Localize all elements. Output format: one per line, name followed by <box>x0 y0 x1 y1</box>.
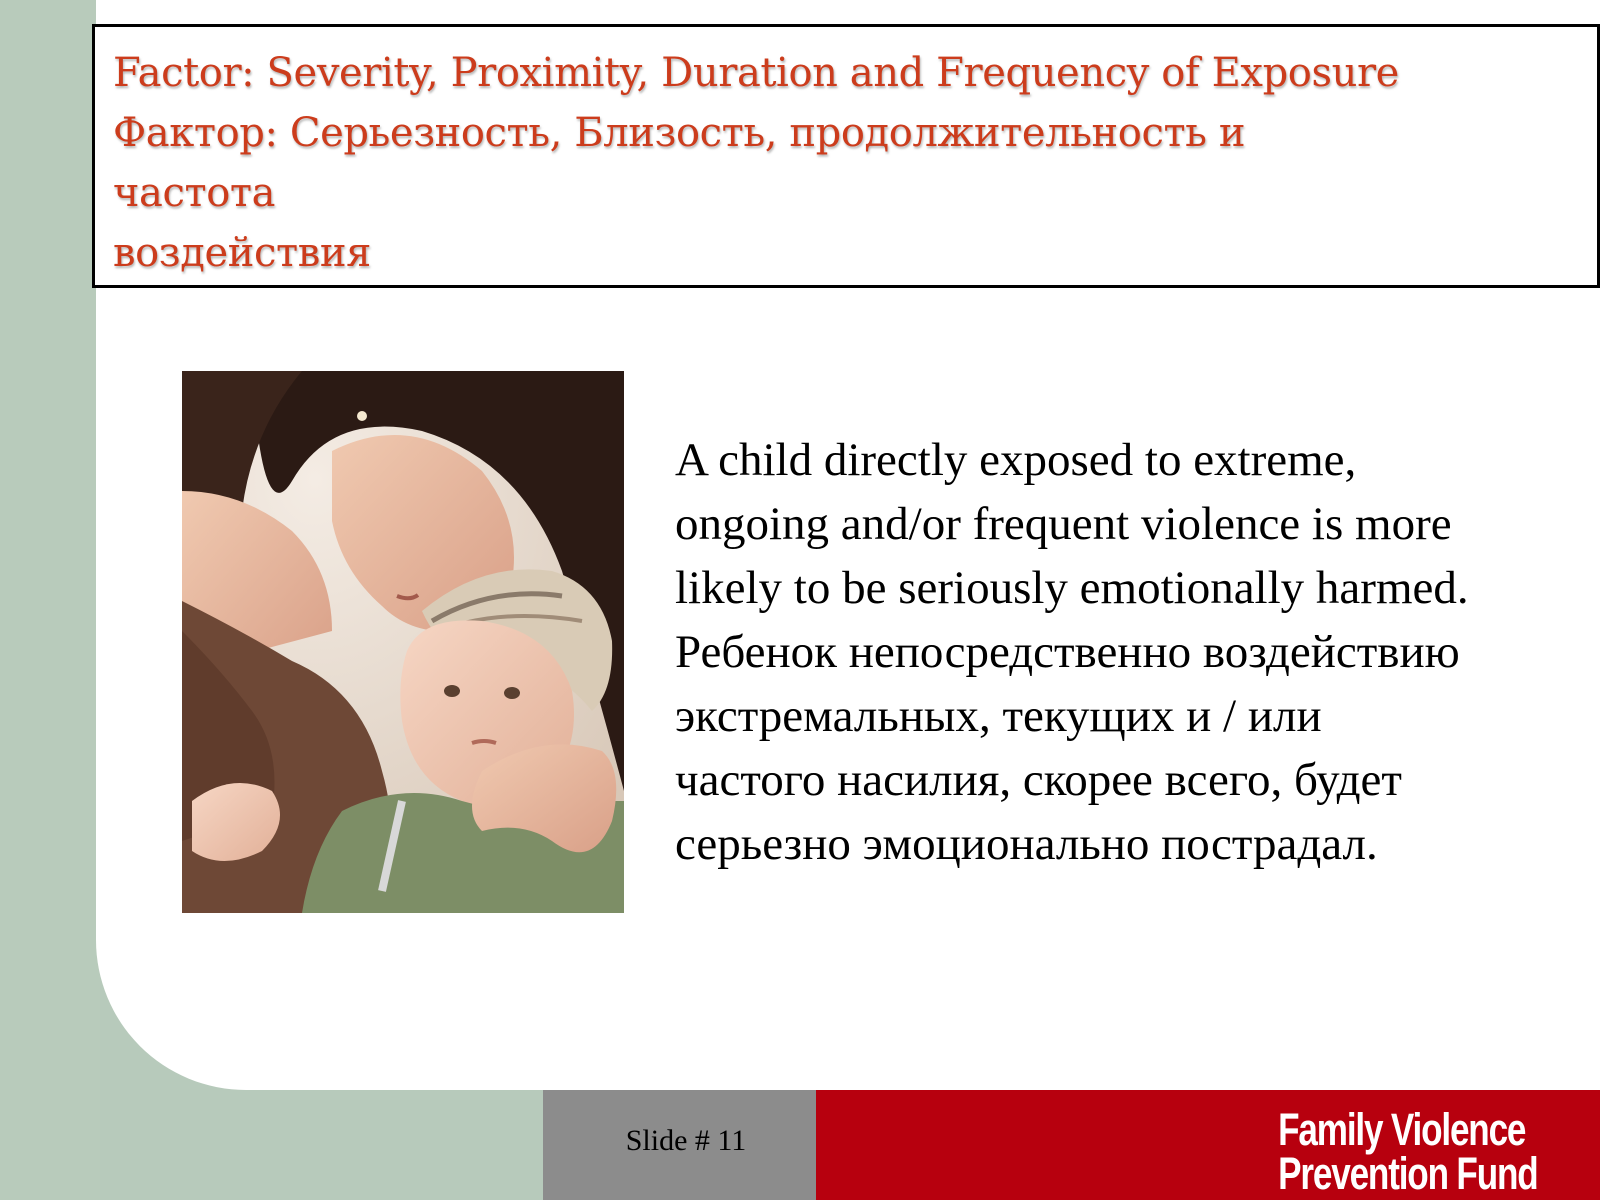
title-english: Factor: Severity, Proximity, Duration and Frequency of Exposure <box>113 50 1399 96</box>
mother-child-illustration <box>182 371 624 913</box>
title-russian-line2: частота <box>113 170 276 216</box>
mother-child-photo <box>182 371 624 913</box>
body-line: likely to be seriously emotionally harmed. <box>675 562 1469 614</box>
slide-number: Slide # 11 <box>625 1124 747 1157</box>
body-line: экстремальных, текущих и / или <box>675 690 1322 742</box>
slide-body-text <box>675 428 1580 876</box>
brand-logo <box>1278 1104 1538 1199</box>
title-russian-line3: воздействия <box>113 230 371 276</box>
sidebar-background <box>0 0 100 1200</box>
brand-logo-line1: Family Violence <box>1278 1104 1526 1155</box>
body-line: серьезно эмоционально пострадал. <box>675 818 1378 870</box>
slide-title-box <box>92 24 1600 288</box>
body-line: частого насилия, скорее всего, будет <box>675 754 1402 806</box>
body-line: ongoing and/or frequent violence is more <box>675 498 1452 550</box>
body-line: Ребенок непосредственно воздействию <box>675 626 1460 678</box>
brand-logo-line2: Prevention Fund <box>1278 1148 1538 1199</box>
title-russian-line1: Фактор: Серьезность, Близость, продолжительность и <box>113 110 1246 156</box>
body-line: A child directly exposed to extreme, <box>675 434 1357 486</box>
